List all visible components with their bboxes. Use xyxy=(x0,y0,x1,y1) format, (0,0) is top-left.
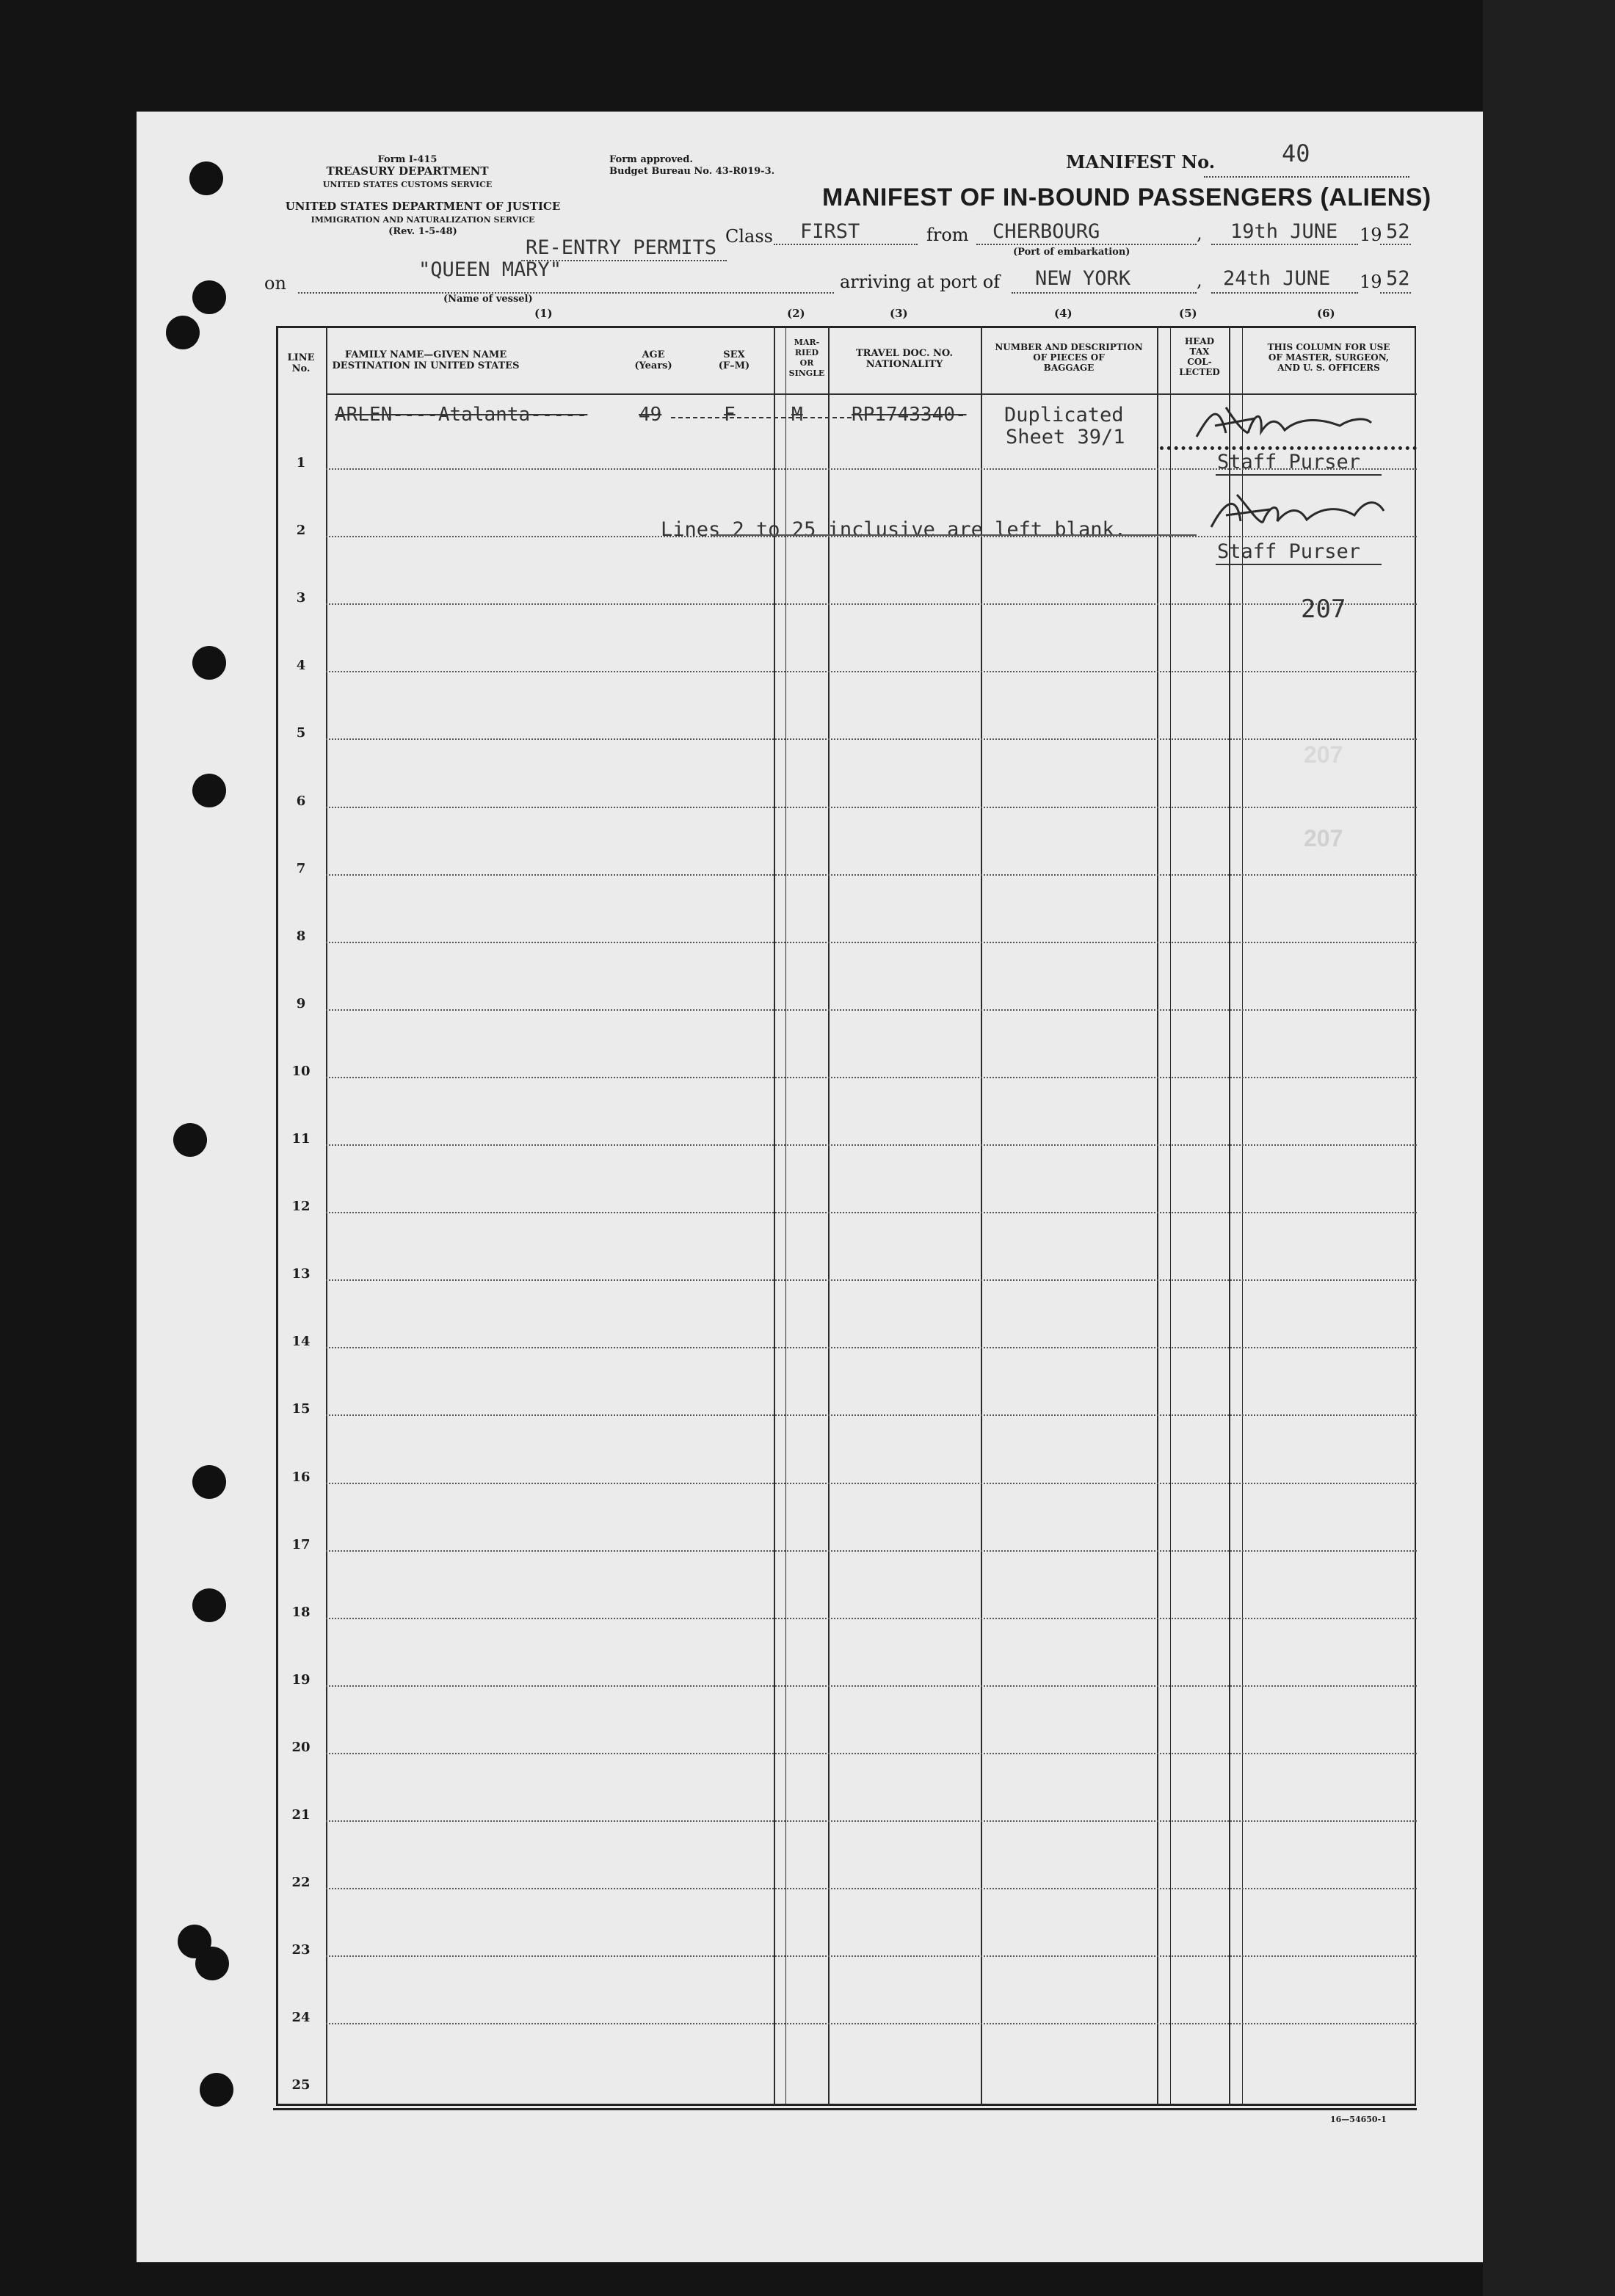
budget-bureau: Budget Bureau No. 43-R019-3. xyxy=(609,166,775,177)
arrival-year-prefix: 19 xyxy=(1360,272,1382,292)
column-divider xyxy=(1157,326,1158,2106)
line-number: 2 xyxy=(296,523,306,539)
header-sex: SEX (F–M) xyxy=(718,349,750,371)
line-number: 16 xyxy=(291,1469,311,1485)
header-line-no: LINE No. xyxy=(287,352,315,374)
baggage-line-2: Sheet 39/1 xyxy=(1006,426,1125,448)
column-divider xyxy=(326,326,327,2106)
footer-code: 16—54650-1 xyxy=(1330,2115,1387,2124)
table-row xyxy=(326,942,1417,943)
arrival-date-line xyxy=(1211,292,1358,294)
table-row xyxy=(326,2023,1417,2024)
table-row xyxy=(326,1955,1417,1957)
table-row xyxy=(326,603,1417,605)
table-row xyxy=(326,1009,1417,1011)
line-number: 1 xyxy=(296,455,306,471)
scan-background xyxy=(1483,0,1615,2296)
ghost-stamp: 207 xyxy=(1304,741,1343,768)
column-divider xyxy=(1229,326,1230,2106)
column-divider xyxy=(1242,326,1243,2106)
column-number: (6) xyxy=(1317,307,1335,320)
punch-hole xyxy=(192,646,226,680)
table-row xyxy=(326,1753,1417,1754)
officer-underline-1 xyxy=(1216,474,1382,476)
form-approved: Form approved. xyxy=(609,154,693,165)
manifest-no-value: 40 xyxy=(1282,139,1310,167)
punch-hole xyxy=(192,774,226,807)
line-number: 20 xyxy=(291,1739,311,1755)
table-row xyxy=(326,1888,1417,1889)
on-label: on xyxy=(264,273,286,294)
table-row xyxy=(326,807,1417,808)
line-number: 6 xyxy=(296,793,306,809)
line-number: 3 xyxy=(296,590,306,606)
line-number: 21 xyxy=(291,1807,311,1823)
table-row xyxy=(326,1279,1417,1281)
manifest-no-label: MANIFEST No. xyxy=(1066,151,1216,172)
ghost-stamp: 207 xyxy=(1304,825,1343,851)
column-number: (5) xyxy=(1179,307,1197,320)
line-number: 24 xyxy=(291,2010,311,2026)
table-row xyxy=(326,1212,1417,1213)
punch-hole xyxy=(189,161,223,195)
passenger-marital: M xyxy=(791,404,803,426)
customs-service: UNITED STATES CUSTOMS SERVICE xyxy=(322,180,493,189)
line-number: 8 xyxy=(296,928,306,944)
header-rule xyxy=(326,393,1417,395)
column-number: (4) xyxy=(1054,307,1073,320)
punch-hole xyxy=(173,1123,207,1157)
line-number: 17 xyxy=(291,1536,311,1552)
column-divider xyxy=(828,326,830,2106)
column-number: (1) xyxy=(534,307,553,320)
line-number: 15 xyxy=(291,1401,311,1417)
arrival-day: 24th JUNE xyxy=(1223,267,1331,290)
line-number: 10 xyxy=(291,1063,311,1079)
header-baggage: NUMBER AND DESCRIPTION OF PIECES OF BAGGAGE xyxy=(995,342,1143,373)
line-number: 19 xyxy=(291,1671,311,1688)
baggage-line-1: Duplicated xyxy=(1004,404,1124,426)
class-value: FIRST xyxy=(800,220,860,243)
passenger-table xyxy=(276,326,1416,2106)
punch-hole xyxy=(192,280,226,314)
line-number: 9 xyxy=(296,995,306,1011)
punch-hole xyxy=(166,316,200,349)
table-row xyxy=(326,1550,1417,1552)
vessel-line xyxy=(298,292,834,294)
arriving-label: arriving at port of xyxy=(840,272,1001,292)
arrival-port: NEW YORK xyxy=(1035,267,1131,290)
departure-day: 19th JUNE xyxy=(1230,220,1338,243)
line-number: 11 xyxy=(291,1131,311,1147)
punch-hole xyxy=(200,2073,233,2107)
line-number: 13 xyxy=(291,1266,311,1282)
manifest-no-line xyxy=(1204,176,1409,178)
purser-signature-2 xyxy=(1197,484,1402,536)
punch-hole xyxy=(195,1947,229,1980)
form-revision: (Rev. 1-5-48) xyxy=(388,226,457,237)
header-officers: THIS COLUMN FOR USE OF MASTER, SURGEON, AND U. S. OFFICERS xyxy=(1267,342,1390,373)
header-name: FAMILY NAME—GIVEN NAME DESTINATION IN UNITED STATES xyxy=(332,349,520,371)
line-number: 23 xyxy=(291,1942,311,1958)
from-label: from xyxy=(926,225,969,245)
passenger-sex: F xyxy=(724,404,736,426)
officer-title-2: Staff Purser xyxy=(1217,540,1361,563)
form-number: Form I-415 xyxy=(377,154,438,165)
table-row xyxy=(326,1685,1417,1687)
table-row xyxy=(326,1820,1417,1822)
line-number: 12 xyxy=(291,1199,311,1215)
treasury-dept: TREASURY DEPARTMENT xyxy=(326,164,489,178)
table-row xyxy=(326,1414,1417,1416)
arrival-year-line xyxy=(1380,292,1411,294)
line-number: 25 xyxy=(291,2077,311,2093)
table-row xyxy=(326,1483,1417,1484)
table-row xyxy=(326,1618,1417,1619)
class-line xyxy=(774,244,918,245)
departure-year-line xyxy=(1380,244,1411,245)
table-row xyxy=(326,874,1417,876)
table-row xyxy=(326,671,1417,672)
note-strike xyxy=(712,534,1197,536)
port-line xyxy=(1012,292,1197,294)
departure-year: 52 xyxy=(1386,220,1410,243)
immigration-service: IMMIGRATION AND NATURALIZATION SERVICE xyxy=(311,215,535,225)
vessel-caption: (Name of vessel) xyxy=(443,294,533,305)
line-number: 22 xyxy=(291,1875,311,1891)
line-number: 14 xyxy=(291,1334,311,1350)
embarkation-caption: (Port of embarkation) xyxy=(1013,247,1130,258)
column-number: (2) xyxy=(787,307,805,320)
line-number: 5 xyxy=(296,725,306,741)
line-number: 7 xyxy=(296,860,306,876)
column-number: (3) xyxy=(890,307,908,320)
blank-lines-note: Lines 2 to 25 inclusive are left blank. xyxy=(661,518,1126,541)
comma: , xyxy=(1197,270,1202,291)
entry-strike-line xyxy=(671,417,852,418)
officer-underline-2 xyxy=(1216,564,1382,565)
class-label: Class xyxy=(725,226,773,247)
punch-hole xyxy=(192,1465,226,1499)
justice-dept: UNITED STATES DEPARTMENT OF JUSTICE xyxy=(285,200,561,213)
passenger-age: 49 xyxy=(639,404,662,426)
table-row xyxy=(326,1347,1417,1348)
header-travel-doc: TRAVEL DOC. NO. NATIONALITY xyxy=(855,348,954,370)
column-divider xyxy=(785,326,786,2106)
page-title: MANIFEST OF IN-BOUND PASSENGERS (ALIENS) xyxy=(822,184,1431,211)
line-number: 4 xyxy=(296,658,306,674)
from-value: CHERBOURG xyxy=(992,220,1100,243)
arrival-year: 52 xyxy=(1386,267,1410,290)
column-divider xyxy=(774,326,775,2106)
table-row xyxy=(326,1144,1417,1146)
dotted-rule xyxy=(1160,446,1417,450)
header-head-tax: HEAD TAX COL- LECTED xyxy=(1179,336,1220,377)
column-divider xyxy=(981,326,982,2106)
departure-year-prefix: 19 xyxy=(1360,225,1382,245)
header-married: MAR- RIED OR SINGLE xyxy=(788,338,825,378)
passenger-name: ARLEN----Atalanta----- xyxy=(335,404,588,426)
vessel-name: "QUEEN MARY" xyxy=(418,258,562,281)
column-divider xyxy=(1170,326,1171,2106)
header-age: AGE (Years) xyxy=(634,349,672,371)
table-row xyxy=(326,1077,1417,1078)
table-bottom-rule xyxy=(273,2108,1417,2110)
stamp-number: 207 xyxy=(1301,595,1346,624)
purser-signature-1 xyxy=(1175,396,1395,448)
comma: , xyxy=(1197,223,1202,244)
re-entry-permits: RE-ENTRY PERMITS xyxy=(526,236,717,259)
departure-date-line xyxy=(1211,244,1358,245)
punch-hole xyxy=(192,1588,226,1622)
passenger-travel-doc: RP1743340- xyxy=(852,404,967,426)
officer-title-1: Staff Purser xyxy=(1217,451,1361,473)
line-number: 18 xyxy=(291,1604,311,1620)
table-row xyxy=(326,738,1417,740)
from-line xyxy=(976,244,1197,245)
